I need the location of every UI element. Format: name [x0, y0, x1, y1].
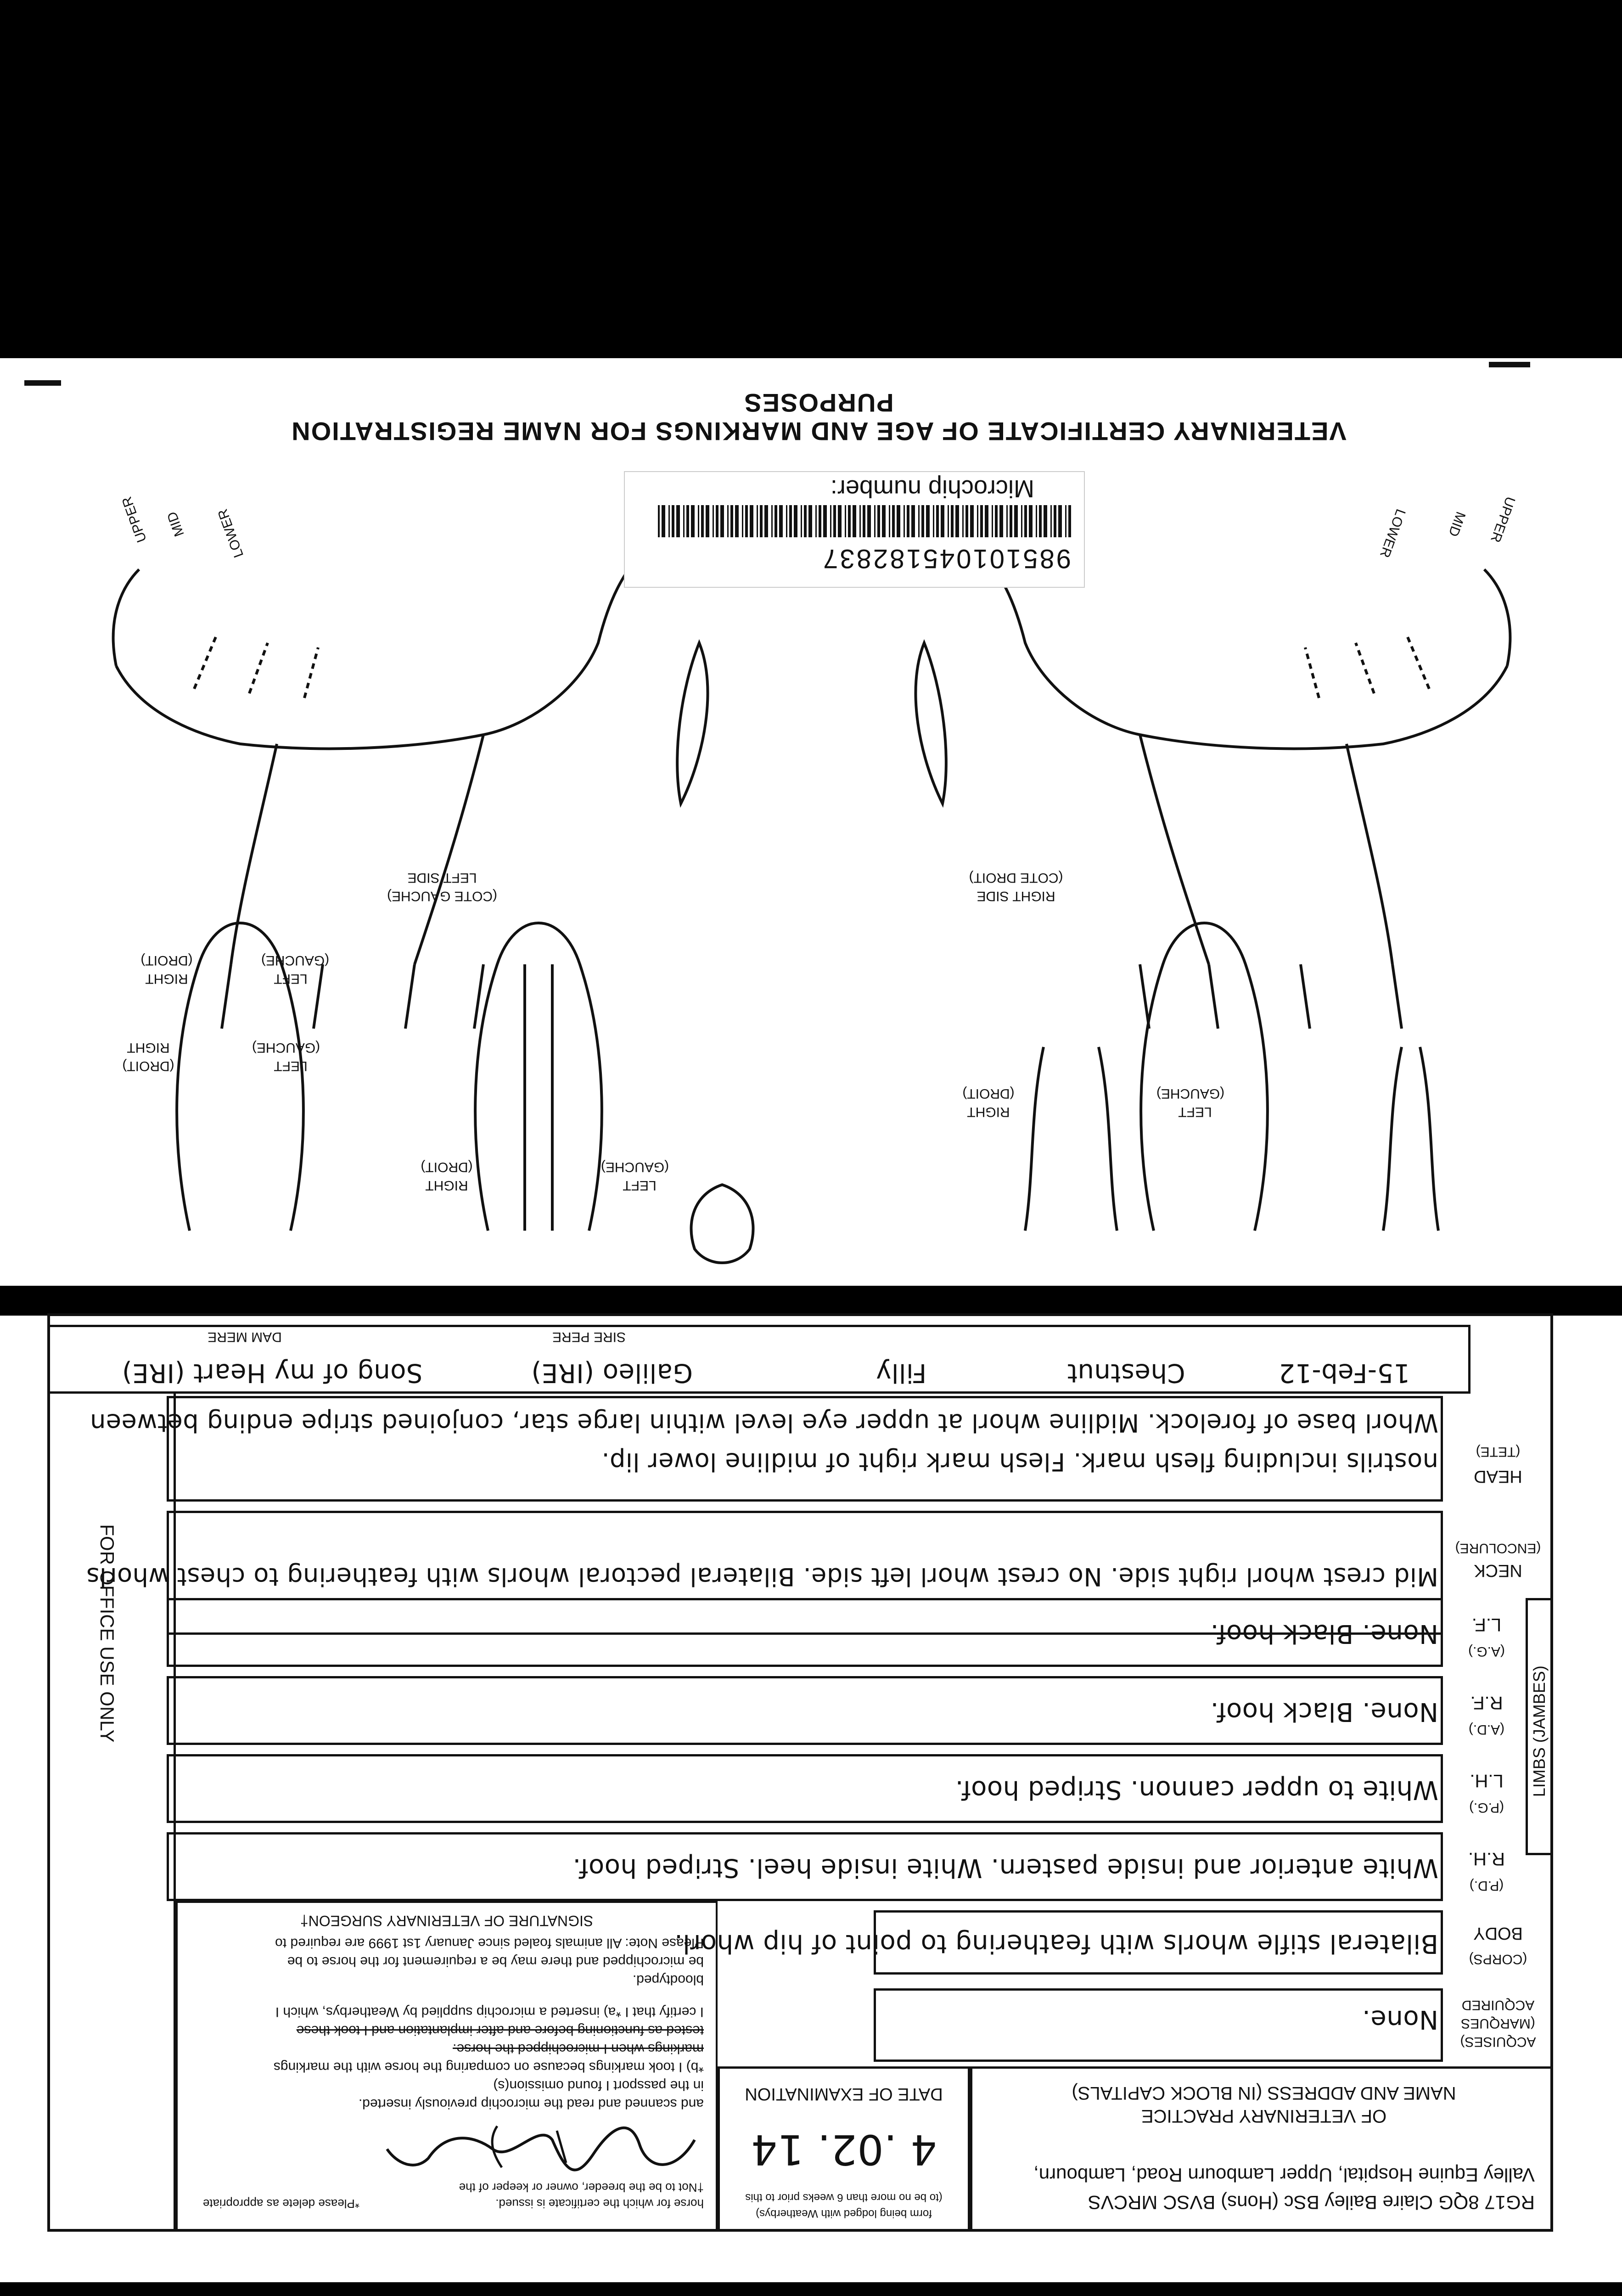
- practice-heading-1: NAME AND ADDRESS (IN BLOCK CAPITALS): [1072, 2083, 1456, 2103]
- right-label-3: RIGHT: [127, 1040, 170, 1055]
- neck-text: Mid crest whorl right side. No crest whorl left side. Bilateral pectoral whorls with feathering to chest whorls: [86, 1562, 1438, 1591]
- limbs-label: LIMBS (JAMBES): [1530, 1666, 1549, 1797]
- right-label-4: RIGHT: [145, 971, 188, 986]
- lf-sub: (A.G.): [1468, 1644, 1505, 1659]
- head-sub: (TETE): [1476, 1444, 1521, 1459]
- body-text: Bilateral stifle whorls with feathering to point of hip whorl.: [674, 1929, 1438, 1958]
- lf-label: L.F.: [1471, 1615, 1502, 1635]
- scan-shadow-top: [0, 2282, 1622, 2296]
- neck-label: NECK: [1474, 1561, 1522, 1580]
- footnote-1: †Not to be the breeder, owner or keeper of the: [459, 2181, 704, 2195]
- mid-label-right: MID: [164, 509, 187, 539]
- left-label-3: LEFT: [274, 1058, 308, 1074]
- head-label: HEAD: [1474, 1467, 1522, 1486]
- mid-label-left: MID: [1445, 509, 1469, 539]
- left-label-2-fr: (GAUCHE): [1156, 1086, 1225, 1101]
- right-label-1: RIGHT: [425, 1178, 468, 1193]
- right-label-3-fr: (DROIT): [122, 1058, 174, 1074]
- left-label-1: LEFT: [623, 1178, 657, 1193]
- lower-label-right: LOWER: [215, 507, 247, 560]
- certify-line-1: I certify that I *a) inserted a microchip supplied by Weatherbys, which I: [275, 2004, 704, 2020]
- exam-note-2: form being lodged with Weatherbys): [756, 2207, 932, 2220]
- left-label-4: LEFT: [274, 971, 308, 986]
- left-side-label-fr: (COTE GAUCHE): [387, 889, 497, 904]
- rf-sub: (A.D.): [1468, 1722, 1505, 1737]
- certify-line-5: in the passport I found omission(s): [493, 2078, 704, 2093]
- sex-value: Filly: [876, 1358, 927, 1388]
- sire-value: Galileo (IRE): [531, 1358, 693, 1388]
- exam-heading: DATE OF EXAMINATION: [745, 2084, 943, 2104]
- lower-label-left: LOWER: [1376, 506, 1409, 560]
- signature-note-3: bloodtyped.: [632, 1972, 704, 1987]
- left-label-3-fr: (GAUCHE): [252, 1040, 320, 1055]
- upper-label-right: UPPER: [119, 495, 150, 545]
- right-label-2-fr: (DROIT): [962, 1086, 1015, 1101]
- scan-shadow-fold: [0, 1290, 1622, 1316]
- row-acquired: [874, 1988, 1443, 2062]
- left-label-1-fr: (GAUCHE): [601, 1159, 669, 1175]
- dam-value: Song of my Heart (IRE): [122, 1358, 423, 1388]
- rf-label: R.F.: [1470, 1693, 1503, 1713]
- head-text-2: nostrils including flesh mark. Flesh mark right of midline lower lip.: [601, 1447, 1438, 1476]
- signature-note-1: Please Note: All animals foaled since January 1st 1999 are required to: [275, 1936, 704, 1951]
- acquired-sub2: ACQUISES): [1460, 2034, 1536, 2049]
- scan-mark-2: [1489, 362, 1530, 367]
- acquired-label: ACQUIRED: [1461, 1998, 1535, 2013]
- certify-line-4: *b) I took markings because on comparing the horse with the markings: [273, 2060, 704, 2075]
- right-side-label: RIGHT SIDE: [977, 889, 1055, 904]
- microchip-barcode: [658, 505, 1071, 537]
- body-label: BODY: [1473, 1924, 1523, 1943]
- right-side-label-fr: (COTE DROIT): [969, 870, 1063, 885]
- practice-line-2: RG17 8QG Claire Bailey BSc (Hons) BVSC MRCVS: [1088, 2192, 1535, 2213]
- signature-heading: SIGNATURE OF VETERINARY SURGEON†: [300, 1913, 594, 1929]
- front-view-outline: [1141, 923, 1268, 1231]
- exam-value: 4 .02. 14: [751, 2125, 937, 2173]
- veterinary-signature: [382, 2117, 704, 2181]
- lf-text: None. Black hoof.: [1210, 1619, 1438, 1649]
- rf-text: None. Black hoof.: [1210, 1697, 1438, 1727]
- lh-text: White to upper cannon. Striped hoof.: [955, 1775, 1438, 1805]
- right-label-1-fr: (DROIT): [421, 1159, 473, 1175]
- right-label-2: RIGHT: [967, 1104, 1010, 1120]
- lh-sub: (P.G.): [1469, 1800, 1504, 1815]
- left-side-label: LEFT SIDE: [407, 870, 477, 885]
- rh-text: White anterior and inside pastern. White inside heel. Striped hoof.: [572, 1853, 1438, 1883]
- practice-line-1: Valley Equine Hospital, Upper Lambourn Road, Lambourn,: [1033, 2164, 1535, 2186]
- colour-value: Chestnut: [1067, 1358, 1185, 1388]
- certify-line-3: markings when I microchipped the horse.: [453, 2041, 704, 2056]
- acquired-text: None.: [1362, 2004, 1438, 2034]
- microchip-number: 985101045182837: [821, 544, 1071, 574]
- microchip-label: Microchip number:: [830, 475, 1034, 502]
- neck-sub: (ENCOLURE): [1455, 1541, 1541, 1556]
- footnote-2: horse for which the certificate is issued.: [495, 2197, 704, 2211]
- certify-line-2: tested as functioning before and after implantation and I took these: [296, 2023, 704, 2038]
- left-label-4-fr: (GAUCHE): [261, 953, 330, 968]
- body-sub: (CORPS): [1469, 1952, 1527, 1967]
- rh-sub: (P.D.): [1469, 1878, 1504, 1893]
- exam-note-1: (to be no more than 6 weeks prior to this: [745, 2191, 943, 2204]
- certificate-title: VETERINARY CERTIFICATE OF AGE AND MARKINGS FOR NAME REGISTRATION PURPOSES: [291, 388, 1347, 446]
- lh-label: L.H.: [1470, 1771, 1504, 1791]
- left-label-2: LEFT: [1178, 1104, 1212, 1120]
- upper-label-left: UPPER: [1487, 495, 1518, 545]
- foaling-date: 15-Feb-12: [1278, 1358, 1410, 1388]
- scan-mark-1: [24, 380, 61, 386]
- office-use-label: FOR OFFICE USE ONLY: [96, 1524, 118, 1743]
- sire-caption: SIRE PERE: [552, 1329, 626, 1345]
- head-text-1: Whorl base of forelock. Midline whorl at upper eye level within large star, conjoined stripe ending between: [90, 1408, 1438, 1437]
- practice-heading-2: OF VETERINARY PRACTICE: [1141, 2106, 1387, 2126]
- acquired-sub1: (MARQUES: [1461, 2016, 1535, 2031]
- right-label-4-fr: (DROIT): [140, 953, 193, 968]
- footnote-3: *Please delete as appropriate: [202, 2197, 359, 2211]
- certify-line-6: and scanned and read the microchip previously inserted.: [358, 2096, 704, 2111]
- dam-caption: DAM MERE: [208, 1329, 282, 1345]
- signature-note-2: be microchipped and there may be a requirement for the horse to be: [287, 1954, 704, 1969]
- rh-label: R.H.: [1468, 1849, 1505, 1869]
